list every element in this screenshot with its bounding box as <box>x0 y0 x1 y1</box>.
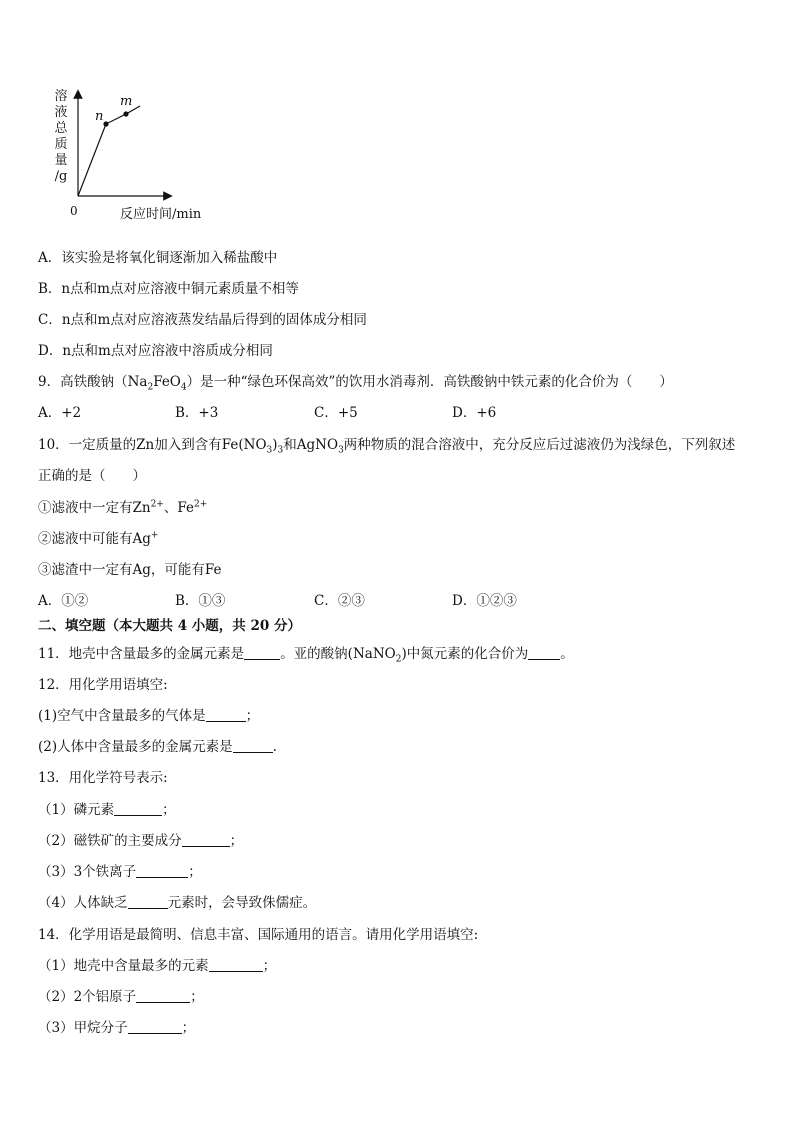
q13-title: 13．用化学符号表示: <box>38 770 168 786</box>
q8-option-d: D．n点和m点对应溶液中溶质成分相同 <box>38 343 273 359</box>
section-title-fill-in: 二、填空题（本大题共 4 小题，共 20 分） <box>38 618 301 634</box>
point-n-label: n <box>95 109 104 124</box>
q13-blank-4[interactable] <box>128 896 168 909</box>
q13-blank-3[interactable] <box>136 865 188 878</box>
q13-part-3: （3）3个铁离子 ； <box>38 864 202 880</box>
q9-options <box>38 405 738 423</box>
q10-option-a: A．①② <box>38 593 89 609</box>
q10-statement-1: ①滤液中一定有$Zn^{2+}$、$Fe^{2+}$ <box>38 499 208 516</box>
point-n-marker <box>103 121 108 126</box>
point-m-label: m <box>120 94 133 109</box>
q9-option-a: A．+2 <box>38 405 82 421</box>
y-axis-label: 溶 液 总 质 量 /g <box>54 89 68 184</box>
q9-question: 9．高铁酸钠$(Na_2FeO_4)$是一种“绿色环保高效”的饮用水消毒剂．高铁酸钠中铁元素的化合价为（ ） <box>38 374 673 393</box>
q14-blank-1[interactable] <box>209 959 263 972</box>
q10-option-d: D．①②③ <box>452 593 517 609</box>
q10-statement-3: ③滤渣中一定有Ag，可能有Fe <box>38 562 222 578</box>
q14-part-1: （1）地壳中含量最多的元素 ； <box>38 958 277 974</box>
q8-option-a: A．该实验是将氧化铜逐渐加入稀盐酸中 <box>38 250 278 266</box>
q8-option-c: C．n点和m点对应溶液蒸发结晶后得到的固体成分相同 <box>38 312 367 328</box>
q12-blank-2[interactable] <box>233 740 273 753</box>
q14-part-3: （3）甲烷分子 ； <box>38 1020 196 1036</box>
graph-axes <box>50 86 230 222</box>
q10-options <box>38 593 738 611</box>
origin-label: 0 <box>70 204 78 218</box>
point-m-marker <box>123 111 128 116</box>
q10-option-c: C．②③ <box>314 593 365 609</box>
q14-part-2: （2）2个铝原子 ； <box>38 989 204 1005</box>
q8-option-b: B．n点和m点对应溶液中铜元素质量不相等 <box>38 281 299 297</box>
q10-question-line2: 正确的是（ ） <box>38 468 146 484</box>
q12-blank-1[interactable] <box>206 709 246 722</box>
q13-part-4: （4）人体缺乏 元素时，会导致侏儒症。 <box>38 895 317 911</box>
q11-blank-1[interactable] <box>244 647 280 660</box>
q9-option-c: C．+5 <box>314 405 358 421</box>
reaction-graph <box>50 86 230 222</box>
q10-option-b: B．①③ <box>175 593 226 609</box>
q12-title: 12．用化学用语填空: <box>38 677 168 693</box>
q13-blank-2[interactable] <box>182 834 230 847</box>
q14-blank-3[interactable] <box>128 1021 182 1034</box>
q13-blank-1[interactable] <box>114 803 162 816</box>
q14-title: 14．化学用语是最简明、信息丰富、国际通用的语言。请用化学用语填空: <box>38 927 479 943</box>
q11-blank-2[interactable] <box>528 647 560 660</box>
q12-part-1: (1)空气中含量最多的气体是 ； <box>38 708 260 724</box>
q10-statement-2: ②滤液中可能有Ag+ <box>38 530 159 547</box>
q13-part-2: （2）磁铁矿的主要成分 ； <box>38 833 244 849</box>
q14-blank-2[interactable] <box>136 990 190 1003</box>
q10-question-line1: 10．一定质量的Zn加入到含有$Fe(NO_3)_3$和AgNO$_3$两种物质的混合溶液中，充分反应后过滤液仍为浅绿色，下列叙述 <box>38 437 736 456</box>
q9-option-d: D．+6 <box>452 405 497 421</box>
mass-curve <box>78 106 140 196</box>
q13-part-1: （1）磷元素 ； <box>38 802 176 818</box>
q9-option-b: B．+3 <box>175 405 219 421</box>
q11-question: 11．地壳中含量最多的金属元素是 。亚的酸钠(NaNO$_2$)中氮元素的化合价为 。 <box>38 646 574 665</box>
q12-part-2: (2)人体中含量最多的金属元素是 . <box>38 739 277 755</box>
x-axis-label: 反应时间/min <box>120 207 202 222</box>
